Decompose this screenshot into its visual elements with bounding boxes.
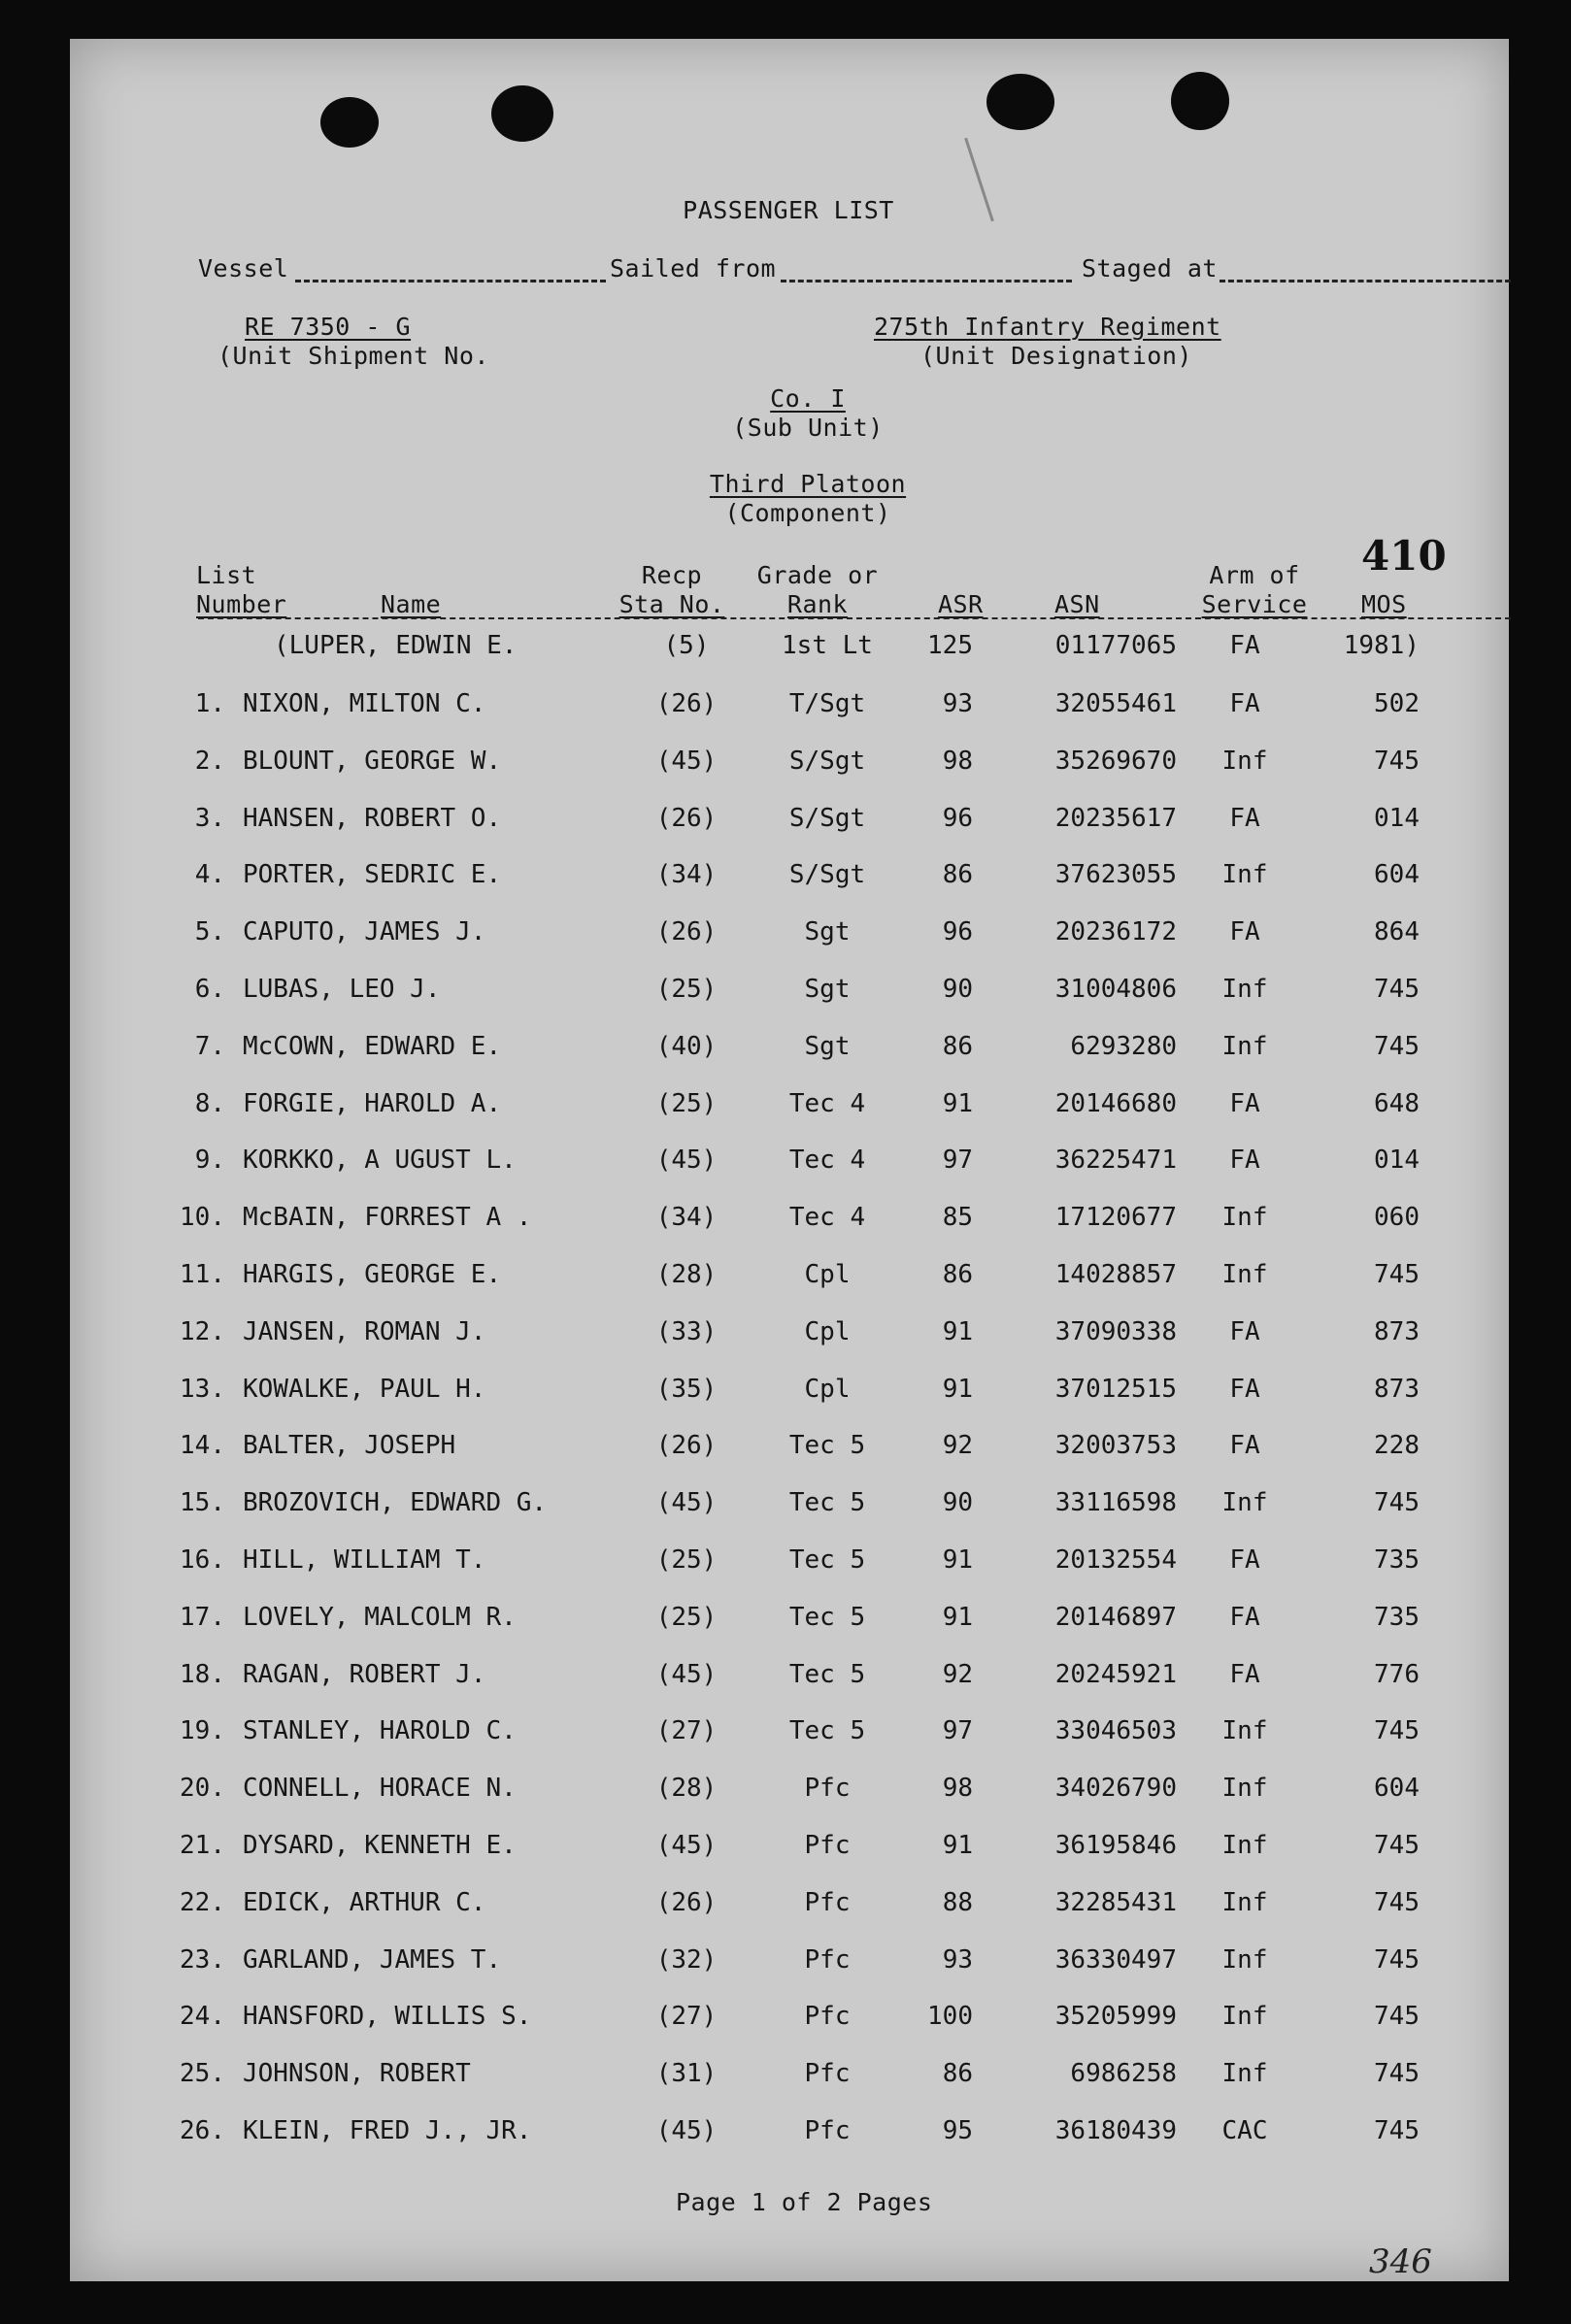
row-grade: T/Sgt (788, 689, 866, 718)
row-name: NIXON, MILTON C. (243, 689, 486, 718)
row-mos: 745 (1374, 1032, 1420, 1061)
row-number: 15. (180, 1488, 225, 1517)
row-grade: Tec 5 (788, 1431, 866, 1460)
table-row (70, 1660, 1509, 1699)
row-recp-station: (45) (655, 747, 718, 776)
table-row (70, 1831, 1509, 1870)
row-grade: Pfc (804, 2059, 851, 2088)
row-grade: Pfc (804, 2002, 851, 2031)
row-arm-of-service: Inf (1221, 1032, 1268, 1061)
row-arm-of-service: Inf (1221, 1888, 1268, 1917)
row-arm-of-service: Inf (1221, 2002, 1268, 2031)
row-number: 25. (180, 2059, 225, 2088)
row-mos: 745 (1374, 1488, 1420, 1517)
row-asn: 20245921 (1054, 1660, 1177, 1689)
row-arm-of-service: FA (1229, 917, 1260, 946)
row-recp-station: (26) (655, 689, 718, 718)
row-asr: 90 (942, 975, 973, 1004)
row-name: KOWALKE, PAUL H. (243, 1375, 486, 1404)
row-asr: 98 (942, 747, 973, 776)
row-recp-station: (25) (655, 1089, 718, 1118)
row-asn: 34026790 (1054, 1774, 1177, 1803)
row-mos: 014 (1374, 804, 1420, 833)
row-arm-of-service: FA (1229, 804, 1260, 833)
table-row (70, 1431, 1509, 1470)
row-grade: Pfc (804, 1831, 851, 1860)
row-name: DYSARD, KENNETH E. (243, 1831, 517, 1860)
row-recp-station: (32) (655, 1945, 718, 1975)
row-arm-of-service: Inf (1221, 975, 1268, 1004)
header-mos: MOS (1361, 590, 1407, 618)
row-asn: 20236172 (1054, 917, 1177, 946)
row-asn: 36330497 (1054, 1945, 1177, 1975)
row-name: RAGAN, ROBERT J. (243, 1660, 486, 1689)
row-name: KORKKO, A UGUST L. (243, 1145, 517, 1175)
row-arm-of-service: Inf (1221, 1716, 1268, 1745)
row-asn: 31004806 (1054, 975, 1177, 1004)
row-arm-of-service: FA (1229, 1603, 1260, 1632)
officer-recp: (5) (663, 631, 710, 660)
row-mos: 745 (1374, 1888, 1420, 1917)
row-arm-of-service: Inf (1221, 1260, 1268, 1289)
row-name: HILL, WILLIAM T. (243, 1545, 486, 1575)
row-recp-station: (26) (655, 1431, 718, 1460)
row-number: 10. (180, 1203, 225, 1232)
row-grade: Pfc (804, 1774, 851, 1803)
row-arm-of-service: FA (1229, 1431, 1260, 1460)
row-number: 7. (194, 1032, 225, 1061)
row-recp-station: (45) (655, 1660, 718, 1689)
document-title: PASSENGER LIST (683, 196, 894, 224)
row-asr: 98 (942, 1774, 973, 1803)
row-recp-station: (25) (655, 1545, 718, 1575)
row-grade: Sgt (804, 917, 851, 946)
row-mos: 648 (1374, 1089, 1420, 1118)
table-row (70, 1032, 1509, 1071)
punch-hole (320, 97, 379, 148)
table-row (70, 1774, 1509, 1812)
row-number: 23. (180, 1945, 225, 1975)
row-recp-station: (35) (655, 1375, 718, 1404)
row-asr: 97 (942, 1716, 973, 1745)
sailed-from-field-line (781, 280, 1072, 282)
row-asn: 14028857 (1054, 1260, 1177, 1289)
row-grade: S/Sgt (788, 747, 866, 776)
row-asr: 91 (942, 1545, 973, 1575)
row-name: HANSFORD, WILLIS S. (243, 2002, 532, 2031)
officer-grade: 1st Lt (782, 631, 873, 660)
row-asr: 92 (942, 1431, 973, 1460)
row-asn: 37090338 (1054, 1317, 1177, 1346)
row-mos: 604 (1374, 1774, 1420, 1803)
officer-arm: FA (1229, 631, 1260, 660)
row-mos: 745 (1374, 975, 1420, 1004)
row-asn: 36225471 (1054, 1145, 1177, 1175)
table-row (70, 1317, 1509, 1356)
header-name: Name (381, 590, 442, 618)
row-mos: 502 (1374, 689, 1420, 718)
table-row (70, 860, 1509, 899)
row-name: HANSEN, ROBERT O. (243, 804, 502, 833)
row-mos: 745 (1374, 1945, 1420, 1975)
row-grade: Pfc (804, 2116, 851, 2145)
row-grade: Tec 4 (788, 1145, 866, 1175)
row-arm-of-service: FA (1229, 1089, 1260, 1118)
page-footer (676, 2188, 932, 2216)
row-name: McBAIN, FORREST A . (243, 1203, 532, 1232)
row-number: 9. (194, 1145, 225, 1175)
row-arm-of-service: Inf (1221, 2059, 1268, 2088)
table-row (70, 917, 1509, 956)
row-asr: 86 (942, 1032, 973, 1061)
row-name: PORTER, SEDRIC E. (243, 860, 502, 889)
row-mos: 864 (1374, 917, 1420, 946)
row-name: JOHNSON, ROBERT (243, 2059, 471, 2088)
row-recp-station: (45) (655, 1488, 718, 1517)
row-mos: 735 (1374, 1545, 1420, 1575)
row-arm-of-service: FA (1229, 1317, 1260, 1346)
handwritten-page-number: 346 (1369, 2242, 1432, 2281)
row-asr: 91 (942, 1603, 973, 1632)
row-arm-of-service: FA (1229, 1660, 1260, 1689)
table-row (70, 1545, 1509, 1584)
table-row (70, 1716, 1509, 1755)
paper-tear (964, 138, 994, 222)
row-asn: 32285431 (1054, 1888, 1177, 1917)
row-grade: Tec 5 (788, 1716, 866, 1745)
row-asn: 6986258 (1070, 2059, 1177, 2088)
table-row (70, 2116, 1509, 2155)
row-recp-station: (45) (655, 1831, 718, 1860)
row-recp-station: (31) (655, 2059, 718, 2088)
row-recp-station: (26) (655, 1888, 718, 1917)
row-number: 21. (180, 1831, 225, 1860)
row-grade: Tec 4 (788, 1203, 866, 1232)
row-recp-station: (25) (655, 1603, 718, 1632)
row-arm-of-service: FA (1229, 1545, 1260, 1575)
row-mos: 060 (1374, 1203, 1420, 1232)
row-mos: 745 (1374, 747, 1420, 776)
row-asr: 92 (942, 1660, 973, 1689)
row-mos: 776 (1374, 1660, 1420, 1689)
row-number: 5. (194, 917, 225, 946)
officer-row (70, 631, 1509, 670)
row-asn: 35205999 (1054, 2002, 1177, 2031)
row-grade: Tec 4 (788, 1089, 866, 1118)
row-asr: 88 (942, 1888, 973, 1917)
row-number: 20. (180, 1774, 225, 1803)
row-arm-of-service: Inf (1221, 1945, 1268, 1975)
row-number: 18. (180, 1660, 225, 1689)
row-recp-station: (45) (655, 1145, 718, 1175)
row-recp-station: (26) (655, 804, 718, 833)
staged-at-field-line (1220, 280, 1511, 282)
table-row (70, 1260, 1509, 1299)
row-mos: 745 (1374, 1716, 1420, 1745)
row-mos: 745 (1374, 1260, 1420, 1289)
table-row (70, 1945, 1509, 1984)
row-recp-station: (40) (655, 1032, 718, 1061)
row-asn: 37623055 (1054, 860, 1177, 889)
row-grade: Sgt (804, 975, 851, 1004)
row-name: LUBAS, LEO J. (243, 975, 441, 1004)
row-asr: 97 (942, 1145, 973, 1175)
row-number: 19. (180, 1716, 225, 1745)
row-number: 11. (180, 1260, 225, 1289)
row-asr: 90 (942, 1488, 973, 1517)
row-asn: 32003753 (1054, 1431, 1177, 1460)
row-grade: Tec 5 (788, 1660, 866, 1689)
row-number: 14. (180, 1431, 225, 1460)
row-grade: Cpl (804, 1317, 851, 1346)
table-row (70, 975, 1509, 1013)
row-arm-of-service: FA (1229, 1375, 1260, 1404)
row-grade: Sgt (804, 1032, 851, 1061)
row-asr: 85 (942, 1203, 973, 1232)
row-number: 3. (194, 804, 225, 833)
row-grade: Cpl (804, 1260, 851, 1289)
row-name: LOVELY, MALCOLM R. (243, 1603, 517, 1632)
row-recp-station: (28) (655, 1260, 718, 1289)
row-grade: Pfc (804, 1945, 851, 1975)
row-recp-station: (28) (655, 1774, 718, 1803)
row-grade: Tec 5 (788, 1603, 866, 1632)
vessel-field-line (295, 280, 606, 282)
row-recp-station: (27) (655, 2002, 718, 2031)
row-asr: 100 (927, 2002, 973, 2031)
punch-hole (491, 85, 553, 142)
header-grade: Grade or Rank (756, 561, 879, 618)
row-asr: 96 (942, 917, 973, 946)
officer-asr: 125 (927, 631, 973, 660)
row-name: KLEIN, FRED J., JR. (243, 2116, 532, 2145)
row-grade: Tec 5 (788, 1488, 866, 1517)
stamp-number: 410 (1361, 532, 1447, 580)
row-grade: Tec 5 (788, 1545, 866, 1575)
row-asn: 17120677 (1054, 1203, 1177, 1232)
row-asr: 95 (942, 2116, 973, 2145)
row-mos: 735 (1374, 1603, 1420, 1632)
table-row (70, 1145, 1509, 1184)
sailed-from-label: Sailed from (610, 254, 777, 282)
row-number: 6. (194, 975, 225, 1004)
row-mos: 745 (1374, 2059, 1420, 2088)
row-mos: 604 (1374, 860, 1420, 889)
row-name: JANSEN, ROMAN J. (243, 1317, 486, 1346)
row-asr: 86 (942, 2059, 973, 2088)
row-mos: 873 (1374, 1375, 1420, 1404)
officer-asn: 01177065 (1054, 631, 1177, 660)
row-arm-of-service: Inf (1221, 1203, 1268, 1232)
row-name: McCOWN, EDWARD E. (243, 1032, 502, 1061)
header-asr: ASR (938, 590, 984, 618)
row-mos: 745 (1374, 1831, 1420, 1860)
row-recp-station: (27) (655, 1716, 718, 1745)
officer-name: (LUPER, EDWIN E. (274, 631, 518, 660)
row-recp-station: (33) (655, 1317, 718, 1346)
row-asn: 33046503 (1054, 1716, 1177, 1745)
row-name: GARLAND, JAMES T. (243, 1945, 502, 1975)
row-asn: 20146897 (1054, 1603, 1177, 1632)
row-name: BLOUNT, GEORGE W. (243, 747, 502, 776)
row-arm-of-service: FA (1229, 689, 1260, 718)
table-row (70, 747, 1509, 785)
table-row (70, 1375, 1509, 1413)
row-asn: 36180439 (1054, 2116, 1177, 2145)
row-asn: 20146680 (1054, 1089, 1177, 1118)
row-asr: 91 (942, 1089, 973, 1118)
row-number: 24. (180, 2002, 225, 2031)
officer-mos: 1981) (1343, 631, 1420, 660)
row-number: 17. (180, 1603, 225, 1632)
row-arm-of-service: Inf (1221, 747, 1268, 776)
row-recp-station: (34) (655, 1203, 718, 1232)
row-asr: 93 (942, 689, 973, 718)
table-row (70, 1203, 1509, 1242)
table-row (70, 2059, 1509, 2098)
row-asr: 91 (942, 1317, 973, 1346)
punch-hole (1171, 72, 1229, 130)
row-grade: S/Sgt (788, 860, 866, 889)
row-asr: 91 (942, 1831, 973, 1860)
row-arm-of-service: Inf (1221, 860, 1268, 889)
row-recp-station: (25) (655, 975, 718, 1004)
page-footer-text: Page 1 of 2 Pages (676, 2188, 933, 2216)
row-asn: 20235617 (1054, 804, 1177, 833)
row-asn: 32055461 (1054, 689, 1177, 718)
row-asn: 6293280 (1070, 1032, 1177, 1061)
row-name: FORGIE, HAROLD A. (243, 1089, 502, 1118)
table-row (70, 1089, 1509, 1128)
row-number: 16. (180, 1545, 225, 1575)
row-asr: 91 (942, 1375, 973, 1404)
punch-hole (986, 74, 1054, 130)
table-row (70, 689, 1509, 728)
row-grade: Pfc (804, 1888, 851, 1917)
row-asn: 35269670 (1054, 747, 1177, 776)
row-number: 12. (180, 1317, 225, 1346)
row-mos: 014 (1374, 1145, 1420, 1175)
row-recp-station: (45) (655, 2116, 718, 2145)
row-recp-station: (34) (655, 860, 718, 889)
row-grade: Cpl (804, 1375, 851, 1404)
header-arm-of-service: Arm of Service (1201, 561, 1308, 618)
staged-at-label: Staged at (1082, 254, 1218, 282)
row-number: 13. (180, 1375, 225, 1404)
component: Third Platoon (709, 470, 907, 498)
header-list-number: List Number (196, 561, 287, 618)
row-number: 4. (194, 860, 225, 889)
unit-shipment-caption: (Unit Shipment No. (217, 342, 489, 370)
unit-shipment-number: RE 7350 - G (245, 313, 412, 341)
row-mos: 745 (1374, 2116, 1420, 2145)
unit-designation: 275th Infantry Regiment (874, 313, 1221, 341)
table-row (70, 1603, 1509, 1642)
row-asr: 96 (942, 804, 973, 833)
row-name: BALTER, JOSEPH (243, 1431, 456, 1460)
row-number: 26. (180, 2116, 225, 2145)
row-asr: 86 (942, 1260, 973, 1289)
row-asr: 93 (942, 1945, 973, 1975)
component-caption: (Component) (724, 499, 891, 527)
row-arm-of-service: CAC (1221, 2116, 1268, 2145)
header-rule (198, 617, 1511, 619)
sub-unit-caption: (Sub Unit) (732, 414, 884, 442)
row-name: STANLEY, HAROLD C. (243, 1716, 517, 1745)
table-row (70, 1888, 1509, 1927)
header-recp: Recp Sta No. (618, 561, 725, 618)
row-asn: 36195846 (1054, 1831, 1177, 1860)
row-mos: 228 (1374, 1431, 1420, 1460)
table-row (70, 804, 1509, 843)
row-mos: 745 (1374, 2002, 1420, 2031)
unit-designation-caption: (Unit Designation) (920, 342, 1192, 370)
row-grade: S/Sgt (788, 804, 866, 833)
row-name: EDICK, ARTHUR C. (243, 1888, 486, 1917)
row-name: CAPUTO, JAMES J. (243, 917, 486, 946)
vessel-label: Vessel (198, 254, 289, 282)
passenger-list-page (70, 39, 1509, 2281)
row-number: 2. (194, 747, 225, 776)
row-asn: 20132554 (1054, 1545, 1177, 1575)
row-number: 8. (194, 1089, 225, 1118)
row-number: 22. (180, 1888, 225, 1917)
sub-unit: Co. I (770, 384, 846, 413)
row-mos: 873 (1374, 1317, 1420, 1346)
table-row (70, 1488, 1509, 1527)
row-name: CONNELL, HORACE N. (243, 1774, 517, 1803)
row-asr: 86 (942, 860, 973, 889)
row-arm-of-service: Inf (1221, 1831, 1268, 1860)
row-name: HARGIS, GEORGE E. (243, 1260, 502, 1289)
row-name: BROZOVICH, EDWARD G. (243, 1488, 548, 1517)
row-number: 1. (194, 689, 225, 718)
row-recp-station: (26) (655, 917, 718, 946)
row-arm-of-service: FA (1229, 1145, 1260, 1175)
row-arm-of-service: Inf (1221, 1774, 1268, 1803)
table-row (70, 2002, 1509, 2041)
row-asn: 37012515 (1054, 1375, 1177, 1404)
row-asn: 33116598 (1054, 1488, 1177, 1517)
header-asn: ASN (1054, 590, 1100, 618)
row-arm-of-service: Inf (1221, 1488, 1268, 1517)
